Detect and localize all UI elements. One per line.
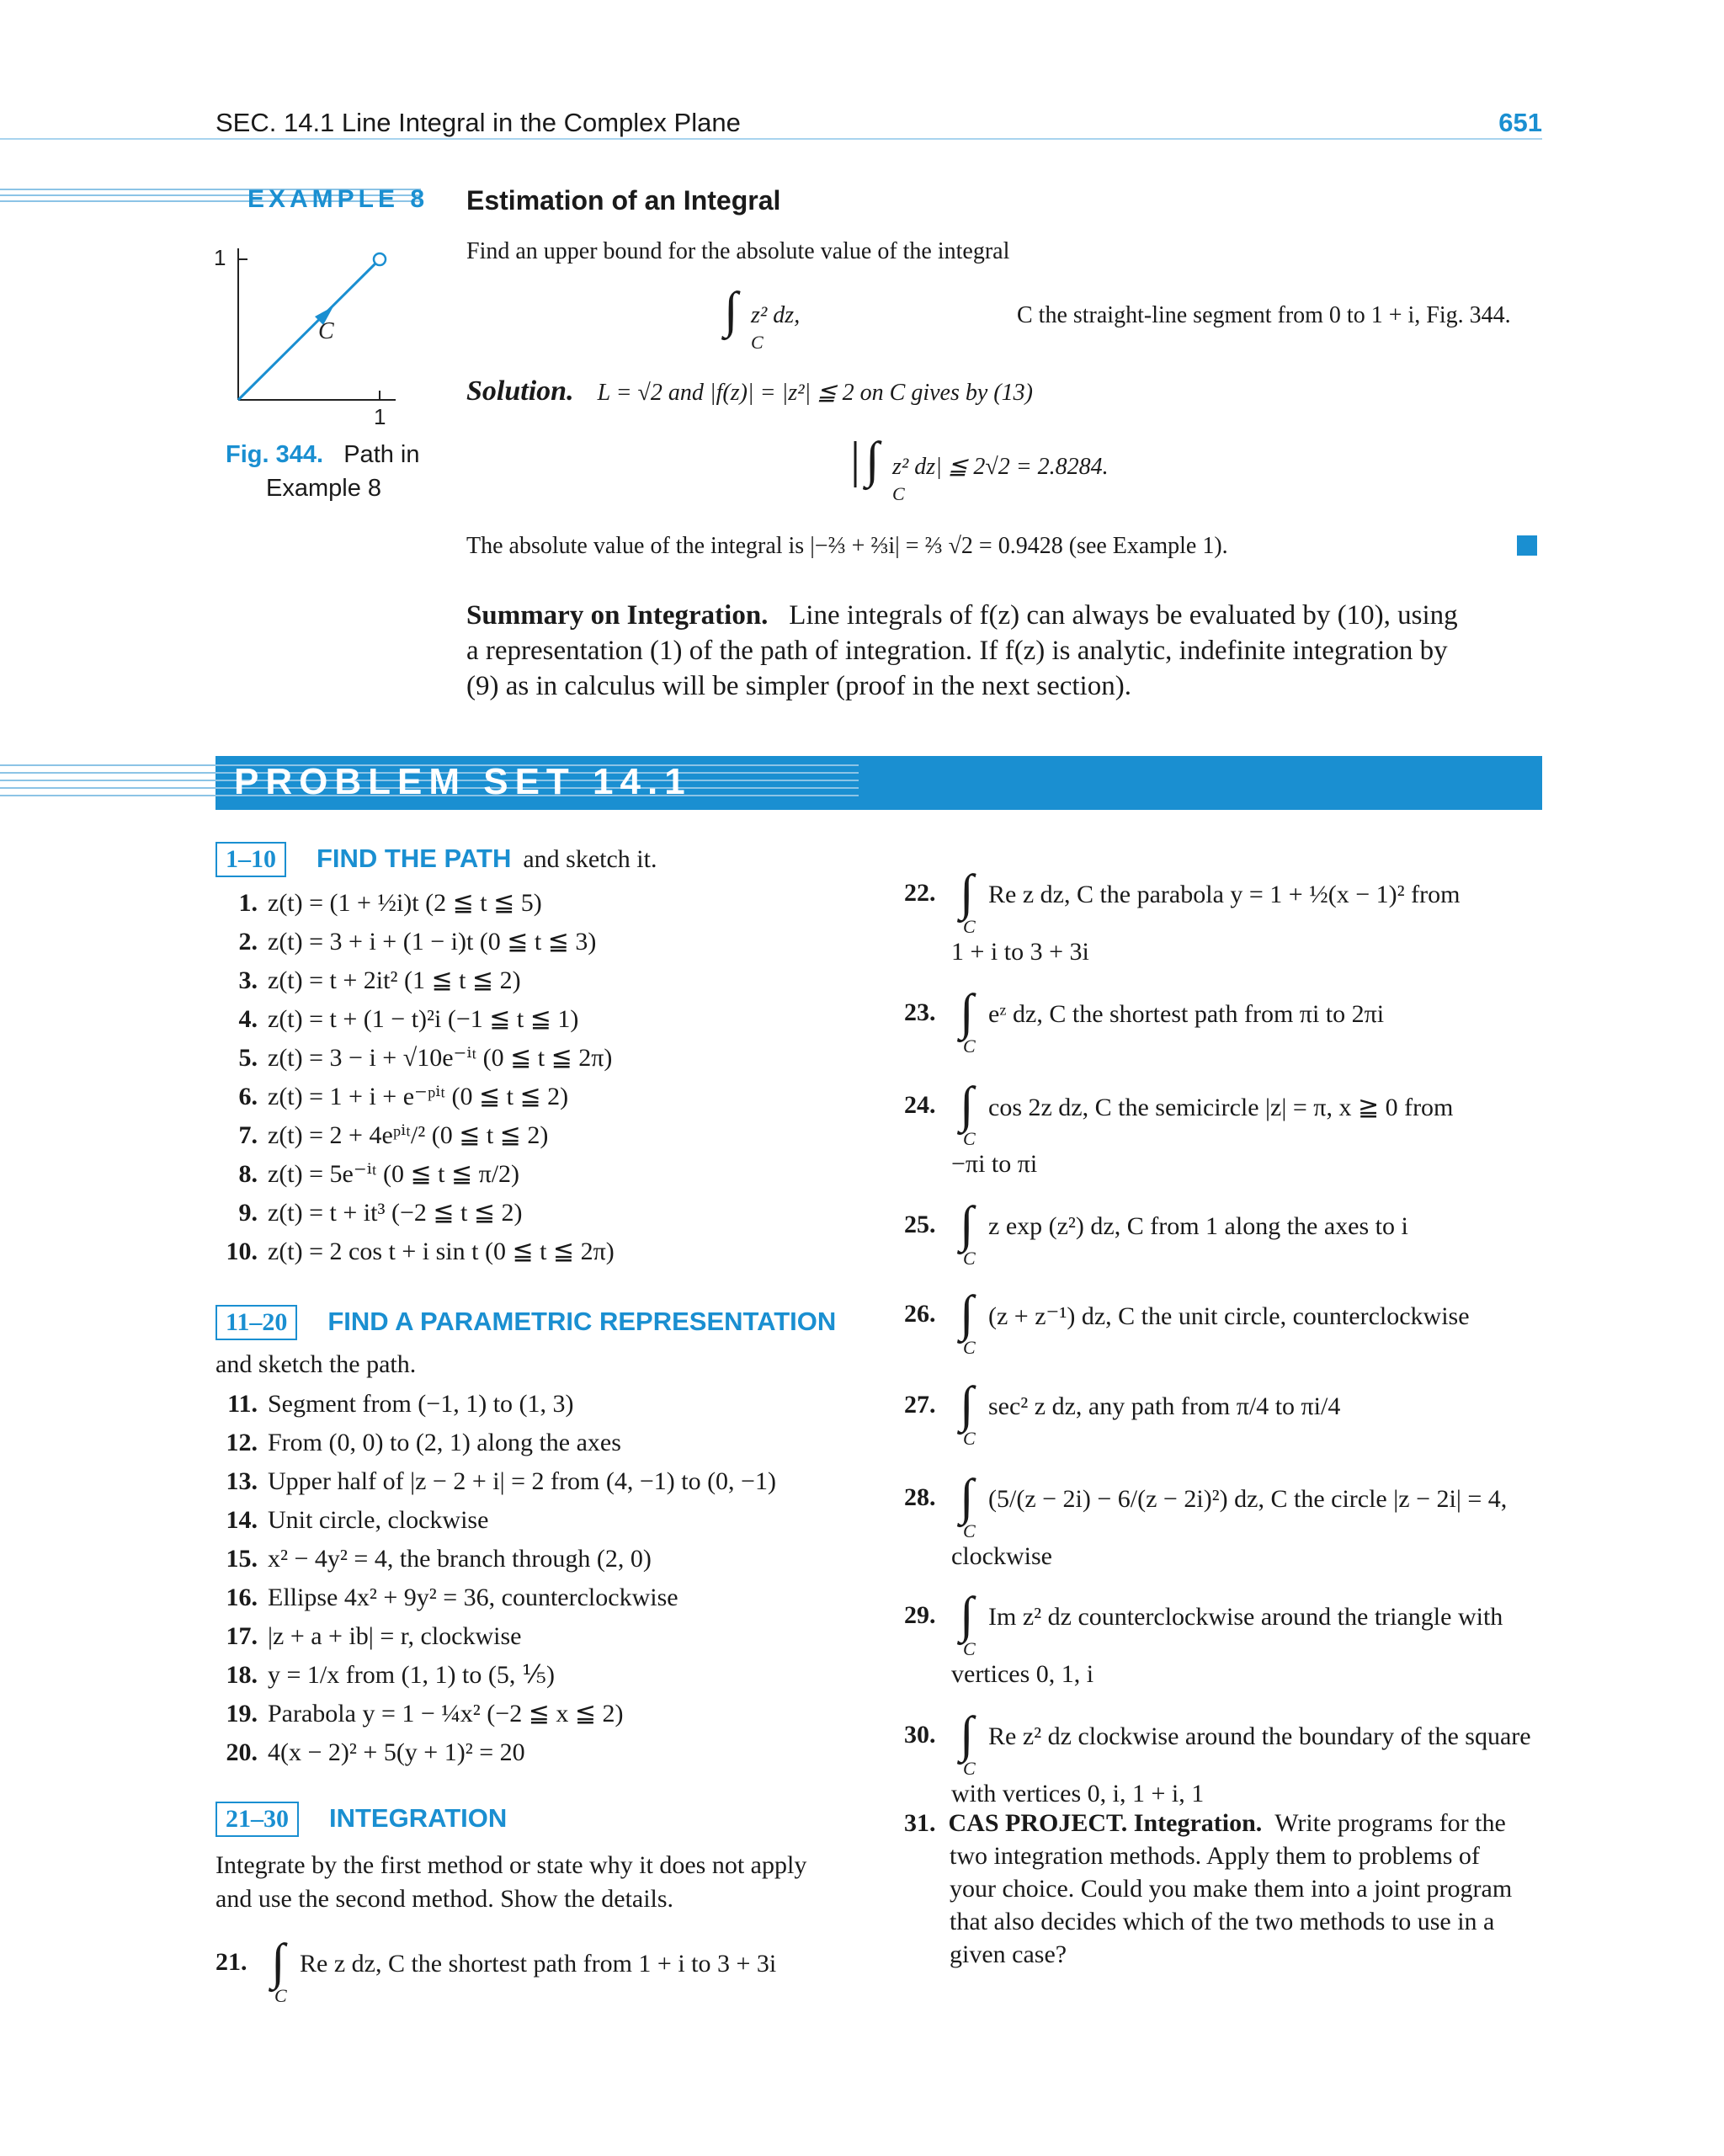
problem-number: 16. <box>226 1584 258 1611</box>
example-title: Estimation of an Integral <box>466 185 781 216</box>
problem-item <box>216 1004 578 1035</box>
problem-number: 19. <box>226 1700 258 1727</box>
problem-item <box>216 1660 555 1690</box>
problem-number: 15. <box>226 1545 258 1573</box>
figure-caption-label: Fig. 344. <box>226 441 324 468</box>
problem-continuation: vertices 0, 1, i <box>951 1660 1094 1688</box>
problem-item <box>216 1389 574 1419</box>
problem-item <box>216 1467 776 1497</box>
problem-text: (z + z⁻¹) dz, C the unit circle, counterclockwise <box>988 1302 1470 1330</box>
project-line-4: that also decides which of the two methods to use in a <box>950 1908 1495 1935</box>
problem-number: 21. <box>216 1948 247 1976</box>
problem-31 <box>904 1807 1512 1971</box>
bound-subscript: C <box>892 483 905 504</box>
problem-number: 14. <box>226 1506 258 1534</box>
problem-text: Upper half of |z − 2 + i| = 2 from (4, −1) to (0, −1) <box>268 1467 776 1495</box>
problem-text: z(t) = t + (1 − t)²i (−1 ≦ t ≦ 1) <box>268 1005 579 1033</box>
abs-value-text: The absolute value of the integral is |−⅔ + ⅔i| = ⅔ √2 = 0.9428 (see Example 1). <box>466 533 1228 559</box>
solution-label: Solution. <box>466 375 574 407</box>
section-subheading: and sketch the path. <box>216 1350 417 1378</box>
problem-item <box>216 1043 612 1073</box>
path-segment <box>238 259 380 400</box>
solution <box>466 375 1033 407</box>
integral-sign: ∫ <box>960 984 974 1040</box>
instruction-line-1: Integrate by the first method or state why it does not apply <box>216 1851 807 1879</box>
project-line-5: given case? <box>950 1940 1067 1968</box>
problem-number: 5. <box>238 1044 258 1072</box>
summary-line-2: a representation (1) of the path of integration. If f(z) is analytic, indefinite integration by <box>466 636 1448 666</box>
integral-sign: ∫ <box>724 282 738 338</box>
bound-integral-sign: ∫ <box>865 432 880 487</box>
contour-subscript: C <box>963 1758 976 1779</box>
figure-caption-text-2: Example 8 <box>266 475 382 502</box>
problem-text: y = 1/x from (1, 1) to (5, ⅕) <box>268 1661 555 1689</box>
figure-caption-text: Path in <box>343 441 420 468</box>
problem-text: sec² z dz, any path from π/4 to πi/4 <box>988 1392 1341 1420</box>
problem-text: cos 2z dz, C the semicircle |z| = π, x ≧ 0 from <box>988 1094 1454 1121</box>
problem-number: 27. <box>904 1391 936 1419</box>
integral-sign: ∫ <box>271 1934 285 1989</box>
problem-number: 26. <box>904 1300 936 1328</box>
problem-text: z(t) = 3 − i + √10e⁻ⁱᵗ (0 ≦ t ≦ 2π) <box>268 1044 613 1072</box>
integral-sign: ∫ <box>960 1196 974 1252</box>
problem-text: Re z dz, C the shortest path from 1 + i to 3 + 3i <box>300 1950 777 1978</box>
problem-text: z(t) = 2 cos t + i sin t (0 ≦ t ≦ 2π) <box>268 1238 615 1265</box>
problem-continuation: with vertices 0, i, 1 + i, 1 <box>951 1780 1205 1807</box>
problem-number: 20. <box>226 1738 258 1766</box>
section-range-label: 1–10 <box>216 842 286 877</box>
summary-paragraph <box>466 598 1542 704</box>
problem-text: Parabola y = 1 − ¼x² (−2 ≦ x ≦ 2) <box>268 1700 624 1727</box>
problem-text: z(t) = t + it³ (−2 ≦ t ≦ 2) <box>268 1199 523 1227</box>
problem-text: Segment from (−1, 1) to (1, 3) <box>268 1390 574 1418</box>
contour-subscript: C <box>963 1337 976 1358</box>
problem-number: 18. <box>226 1661 258 1689</box>
section-range-label: 21–30 <box>216 1802 299 1837</box>
problem-number: 23. <box>904 998 936 1026</box>
instruction-line-2: and use the second method. Show the details. <box>216 1885 674 1913</box>
problem-item <box>216 1159 519 1190</box>
problem-text: Im z² dz counterclockwise around the triangle with <box>988 1603 1503 1631</box>
problem-text: 4(x − 2)² + 5(y + 1)² = 20 <box>268 1738 525 1766</box>
x-tick-label: 1 <box>374 404 386 429</box>
project-line-2: two integration methods. Apply them to problems of <box>950 1842 1480 1870</box>
integral-sign: ∫ <box>960 1469 974 1525</box>
path-description: C the straight-line segment from 0 to 1 + i, Fig. 344. <box>1017 302 1511 328</box>
problem-item <box>216 1198 522 1228</box>
project-line-3: your choice. Could you make them into a joint program <box>950 1875 1513 1903</box>
problem-number: 6. <box>238 1083 258 1110</box>
solution-text: L = √2 and |f(z)| = |z²| ≦ 2 on C gives by (13) <box>597 380 1033 406</box>
problem-text: x² − 4y² = 4, the branch through (2, 0) <box>268 1545 652 1573</box>
problem-item <box>216 1082 568 1112</box>
problem-text: Re z dz, C the parabola y = 1 + ½(x − 1)² from <box>988 881 1461 908</box>
problem-text: Re z² dz clockwise around the boundary of the square <box>988 1722 1531 1750</box>
problem-text: Ellipse 4x² + 9y² = 36, counterclockwise <box>268 1584 678 1611</box>
figure-344 <box>210 236 412 429</box>
page-number: 651 <box>1498 108 1542 137</box>
project-heading: CAS PROJECT. Integration. <box>948 1809 1263 1837</box>
contour-subscript: C <box>963 1638 976 1659</box>
problem-item <box>216 1237 615 1267</box>
contour-subscript: C <box>963 1128 976 1149</box>
path-endpoint <box>374 253 386 265</box>
example-intro: Find an upper bound for the absolute value of the integral <box>466 238 1010 264</box>
contour-subscript: C <box>963 1248 976 1269</box>
problem-text: z(t) = 1 + i + e⁻ᵖⁱᵗ (0 ≦ t ≦ 2) <box>268 1083 569 1110</box>
integral-sign: ∫ <box>960 1077 974 1132</box>
integral-sign: ∫ <box>960 1286 974 1341</box>
problem-item <box>216 1699 623 1729</box>
problem-text: z(t) = 3 + i + (1 − i)t (0 ≦ t ≦ 3) <box>268 928 597 956</box>
problem-number: 25. <box>904 1211 936 1238</box>
section-integration <box>216 1802 507 1837</box>
summary-heading: Summary on Integration. <box>466 600 769 631</box>
problem-number: 8. <box>238 1160 258 1188</box>
figure-caption <box>226 438 420 505</box>
problem-text: Unit circle, clockwise <box>268 1506 489 1534</box>
end-of-example-square <box>1517 535 1537 556</box>
problem-continuation: clockwise <box>951 1542 1052 1570</box>
integral-display <box>724 282 842 360</box>
abs-bar-left: | <box>850 432 861 487</box>
section-heading: FIND A PARAMETRIC REPRESENTATION <box>327 1307 837 1336</box>
problem-number: 7. <box>238 1121 258 1149</box>
problem-text: z(t) = 2 + 4eᵖⁱᵗ/² (0 ≦ t ≦ 2) <box>268 1121 549 1149</box>
integral-sign: ∫ <box>960 865 974 920</box>
problem-text: z(t) = 5e⁻ⁱᵗ (0 ≦ t ≦ π/2) <box>268 1160 520 1188</box>
problem-number: 10. <box>226 1238 258 1265</box>
problem-text: eᶻ dz, C the shortest path from πi to 2πi <box>988 1000 1385 1028</box>
problem-text: From (0, 0) to (2, 1) along the axes <box>268 1429 621 1456</box>
summary-line-1: Line integrals of f(z) can always be evaluated by (10), using <box>789 600 1458 631</box>
integral-sign: ∫ <box>960 1376 974 1432</box>
header-rule <box>0 138 1542 140</box>
section-title: SEC. 14.1 Line Integral in the Complex Plane <box>216 108 741 137</box>
problem-item <box>216 1544 652 1574</box>
problem-number: 3. <box>238 966 258 994</box>
contour-subscript: C <box>963 916 976 937</box>
problem-item <box>216 1583 678 1613</box>
integrand: z² dz, <box>751 302 801 328</box>
contour-subscript: C <box>751 332 764 353</box>
problem-number: 1. <box>238 889 258 917</box>
problem-number: 31. <box>904 1809 936 1837</box>
problem-number: 2. <box>238 928 258 956</box>
problem-text: |z + a + ib| = r, clockwise <box>268 1622 522 1650</box>
problem-set-title: PROBLEM SET 14.1 <box>234 761 692 802</box>
problem-text: z(t) = (1 + ½i)t (2 ≦ t ≦ 5) <box>268 889 542 917</box>
section-heading: INTEGRATION <box>329 1803 508 1833</box>
section-parametric <box>216 1305 836 1340</box>
problem-number: 13. <box>226 1467 258 1495</box>
problem-item <box>216 1121 548 1151</box>
contour-subscript: C <box>963 1035 976 1057</box>
problem-number: 28. <box>904 1483 936 1511</box>
problem-item <box>216 1505 488 1536</box>
y-tick-label: 1 <box>214 245 226 270</box>
bound-text: z² dz| ≦ 2√2 = 2.8284. <box>892 454 1109 480</box>
problem-number: 22. <box>904 879 936 907</box>
problem-number: 12. <box>226 1429 258 1456</box>
section-find-path <box>216 842 657 877</box>
section-range-label: 11–20 <box>216 1305 297 1340</box>
contour-subscript: C <box>963 1428 976 1449</box>
summary-line-3: (9) as in calculus will be simpler (proof in the next section). <box>466 671 1131 701</box>
integral-sign: ∫ <box>960 1587 974 1642</box>
problem-text: (5/(z − 2i) − 6/(z − 2i)²) dz, C the circle |z − 2i| = 4, <box>988 1485 1508 1513</box>
problem-number: 11. <box>227 1390 258 1418</box>
problem-number: 9. <box>238 1199 258 1227</box>
problem-text: z exp (z²) dz, C from 1 along the axes to i <box>988 1212 1408 1240</box>
problem-item <box>216 1428 621 1458</box>
path-label: C <box>318 318 334 344</box>
problem-continuation: 1 + i to 3 + 3i <box>951 938 1089 966</box>
integral-sign: ∫ <box>960 1706 974 1762</box>
problem-item <box>216 927 596 957</box>
section-subheading: and sketch it. <box>523 845 657 873</box>
problem-continuation: −πi to πi <box>951 1150 1038 1178</box>
project-line-1: Write programs for the <box>1274 1809 1506 1837</box>
section-heading: FIND THE PATH <box>317 844 512 873</box>
problem-number: 4. <box>238 1005 258 1033</box>
problem-number: 29. <box>904 1601 936 1629</box>
problem-item <box>216 888 542 918</box>
problem-text: z(t) = t + 2it² (1 ≦ t ≦ 2) <box>268 966 521 994</box>
problem-item <box>216 966 521 996</box>
problem-number: 30. <box>904 1721 936 1749</box>
problem-number: 17. <box>226 1622 258 1650</box>
example-label: EXAMPLE 8 <box>247 185 429 213</box>
bound-display <box>850 433 1204 508</box>
contour-subscript: C <box>963 1520 976 1541</box>
problem-item <box>216 1621 521 1652</box>
problem-item <box>216 1738 525 1768</box>
problem-number: 24. <box>904 1091 936 1119</box>
contour-subscript: C <box>274 1985 287 2006</box>
section-instructions <box>216 1849 806 1916</box>
